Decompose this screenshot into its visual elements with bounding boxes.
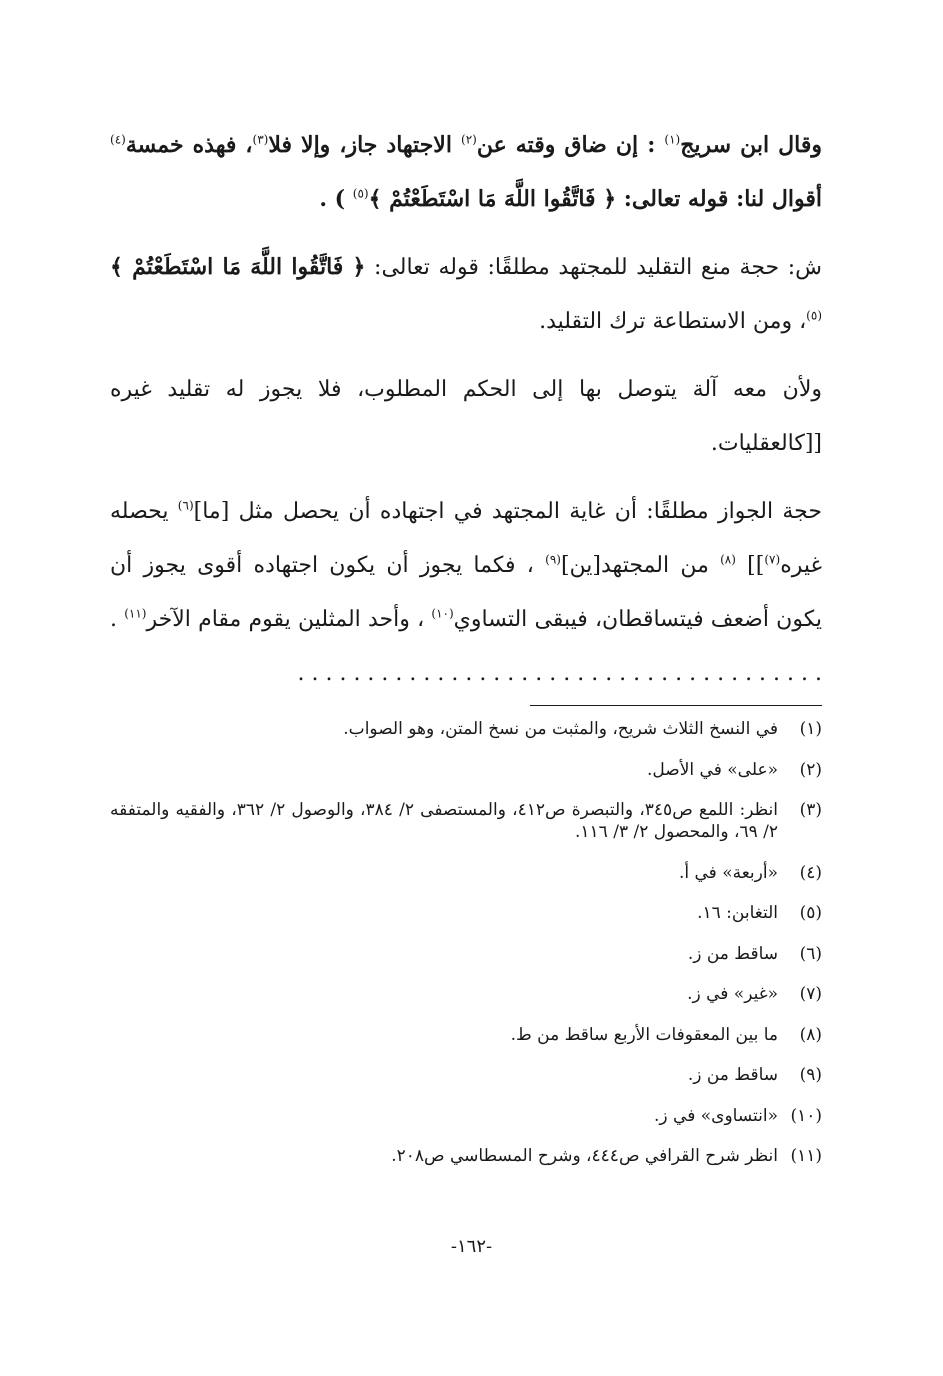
footnote-divider (530, 705, 822, 706)
footnote-number: (١١) (790, 1146, 822, 1166)
footnote-ref-5[interactable]: (٥) (806, 308, 822, 323)
footnote-item (110, 1024, 822, 1046)
footnote-number: (٨) (799, 1024, 822, 1045)
footnote-text: ساقط من ز. (687, 1065, 778, 1085)
footnote-number: (١) (799, 719, 822, 739)
footnote-item (110, 718, 822, 740)
p4-text-d: من المجتهد[ين] (560, 553, 721, 578)
footnote-number: (٣) (799, 800, 822, 820)
footnote-ref-5[interactable]: (٥) (352, 186, 369, 201)
p1-text-b: : إن ضاق وقته عن (476, 132, 665, 158)
footnote-item (110, 983, 822, 1005)
footnote-ref-6[interactable]: (٦) (177, 498, 194, 513)
p3-text-a: ولأن معه آلة يتوصل بها إلى الحكم المطلوب، فلا يجوز له تقليد غيره [[كالعقليات. (110, 377, 822, 456)
p4-text-f: ، وأحد المثلين يقوم مقام الآخر (146, 607, 432, 632)
footnote-number: (٤) (799, 862, 822, 883)
p1-text-a: وقال ابن سريج (680, 132, 823, 158)
footnote-item (110, 1105, 822, 1127)
footnote-item (110, 943, 822, 965)
p2-text-a: ش: حجة منع التقليد للمجتهد مطلقًا: قوله تعالى: (365, 255, 822, 280)
ellipsis-dots: . . . . . . . . . . . . . . . . . . . . . . . . . . . . . . . . . . . . . . . (110, 607, 822, 686)
paragraph-4 (110, 485, 822, 701)
footnote-item (110, 1145, 822, 1167)
footnote-number: (٢) (799, 759, 822, 780)
footnote-ref-3[interactable]: (٣) (252, 132, 269, 147)
footnote-text: ساقط من ز. (687, 943, 778, 964)
footnote-text: في النسخ الثلاث شريح، والمثبت من نسخ المتن، وهو الصواب. (343, 719, 778, 739)
p2-text-b: ، ومن الاستطاعة ترك التقليد. (539, 309, 807, 334)
footnote-ref-8[interactable]: (٨) (720, 552, 736, 567)
p4-text-c: ]] (735, 553, 765, 578)
footnote-item (110, 1064, 822, 1086)
paragraph-1 (110, 118, 822, 226)
quran-verse: ﴿ فَاتَّقُوا اللَّهَ مَا اسْتَطَعْتُمْ ﴾ (110, 254, 366, 280)
p4-text-a: حجة الجواز مطلقًا: أن غاية المجتهد في اجتهاده أن يحصل مثل [ما] (193, 499, 822, 524)
footnote-ref-10[interactable]: (١٠) (431, 606, 454, 621)
footnote-ref-11[interactable]: (١١) (124, 606, 147, 621)
footnote-number: (١٠) (790, 1105, 822, 1126)
footnotes (110, 718, 822, 1186)
p4-text-b: يحصله غيره (110, 499, 822, 578)
footnote-ref-4[interactable]: (٤) (110, 132, 126, 147)
footnote-item (110, 799, 822, 843)
footnote-ref-2[interactable]: (٢) (461, 132, 477, 147)
p4-text-e: ، فكما يجوز أن يكون اجتهاده أقوى يجوز أن يكون أضعف فيتساقطان، فيبقى التساوي (110, 553, 822, 632)
footnote-ref-9[interactable]: (٩) (545, 552, 561, 567)
paragraph-2 (110, 240, 822, 349)
footnote-item (110, 902, 822, 924)
quran-verse: ﴿ فَاتَّقُوا اللَّهَ مَا اسْتَطَعْتُمْ ﴾ (368, 186, 617, 212)
footnote-number: (٩) (799, 1065, 822, 1085)
p1-text-f: ) . (319, 186, 353, 212)
footnote-item (110, 759, 822, 781)
footnote-item (110, 862, 822, 884)
main-text (110, 118, 822, 701)
footnote-text: انظر شرح القرافي ص٤٤٤، وشرح المسطاسي ص٢٠٨. (391, 1146, 778, 1166)
footnote-number: (٧) (799, 984, 822, 1004)
footnote-text: التغابن: ١٦. (697, 903, 778, 923)
footnote-ref-1[interactable]: (١) (664, 132, 681, 147)
footnote-text: «انتساوى» في ز. (654, 1105, 778, 1126)
footnote-number: (٦) (799, 943, 822, 964)
footnote-text: ما بين المعقوفات الأربع ساقط من ط. (510, 1024, 778, 1045)
footnote-ref-7[interactable]: (٧) (764, 552, 781, 567)
page-number: -١٦٢- (450, 1236, 493, 1257)
p1-text-c: الاجتهاد جاز، وإلا فلا (268, 132, 462, 158)
footnote-text: «على» في الأصل. (647, 759, 778, 780)
footnote-text: «غير» في ز. (687, 984, 778, 1004)
footnote-text: انظر: اللمع ص٣٤٥، والتبصرة ص٤١٢، والمستصفى ٢/ ٣٨٤، والوصول ٢/ ٣٦٢، والفقيه والمتفقه ٢/ ٦٩، والمحصول ٢/ ٣/ ١١٦. (110, 800, 779, 842)
p1-text-e: أقوال لنا: قوله تعالى: (616, 186, 822, 212)
paragraph-3 (110, 363, 822, 471)
p1-text-d: ، فهذه خمسة (125, 132, 253, 158)
footnote-text: «أربعة» في أ. (678, 862, 778, 883)
footnote-number: (٥) (799, 903, 822, 923)
